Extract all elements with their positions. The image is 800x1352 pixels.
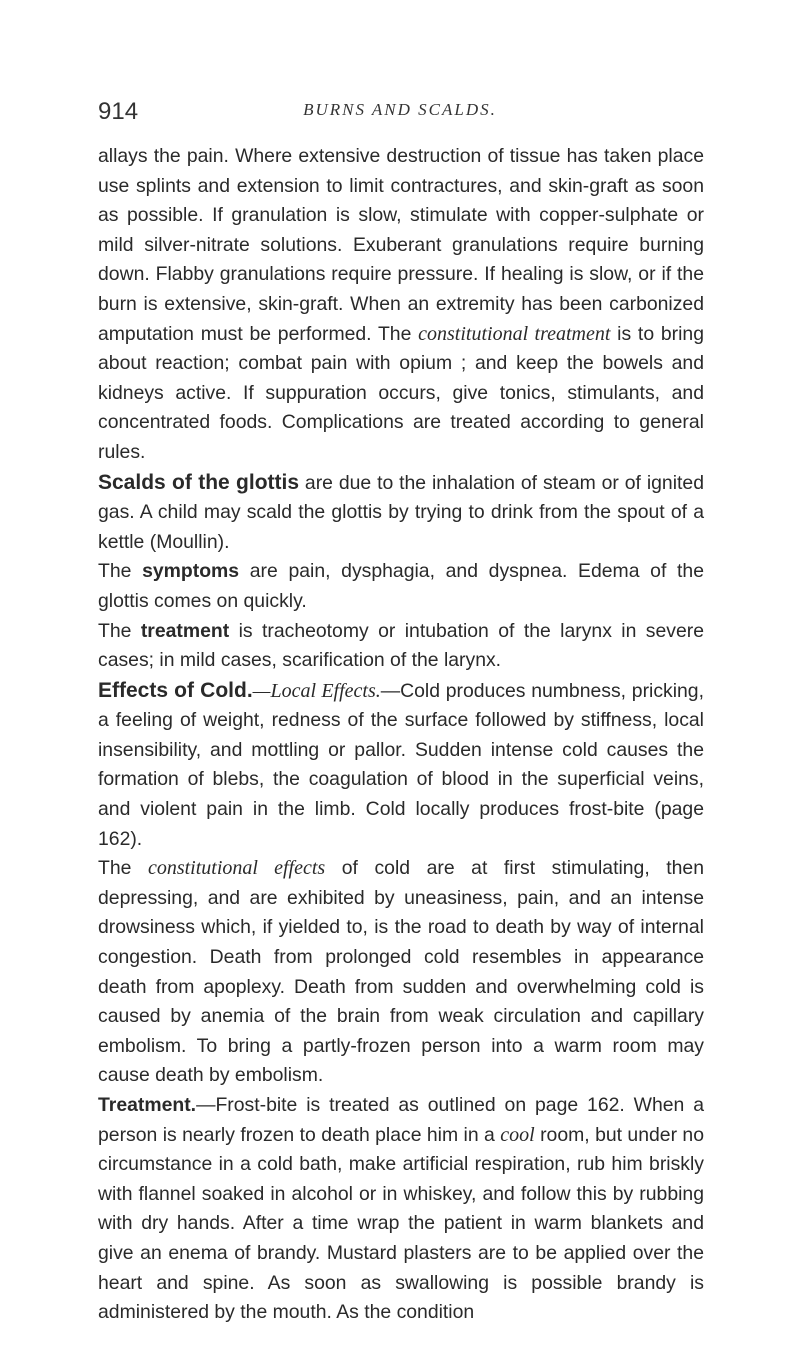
text-run: are pain, dysphagia, and dyspnea. Edema of the glottis comes on quickly. (98, 560, 704, 612)
italic-run: —Local Effects. (252, 679, 381, 702)
section-heading: Scalds of the glottis (98, 470, 300, 494)
paragraph-burn-treatment (98, 142, 704, 468)
bold-run: Treatment. (98, 1094, 197, 1116)
paragraph-symptoms (98, 557, 704, 616)
paragraph-constitutional-effects (98, 854, 704, 1091)
paragraph-effects-of-cold (98, 676, 704, 855)
section-heading: Effects of Cold. (98, 678, 253, 702)
running-head: BURNS AND SCALDS. (303, 100, 497, 119)
page-number: 914 (98, 98, 139, 125)
text-run: is tracheotomy or intubation of the larynx in severe cases; in mild cases, scarification of the larynx. (98, 619, 704, 672)
text-run: The (98, 619, 141, 642)
text-run: —Cold produces numbness, pricking, a feeling of weight, redness of the surface followed by stiffness, local insensibility, and mottling or pallor. Sudden intense cold causes the formation of blebs, the coagulation of blood in the superficial veins, and violent pain in the limb. Cold locally produces frost-bite (page 162). (98, 679, 704, 850)
text-run: room, but under no circumstance in a cold bath, make artificial respiration, rub him briskly with flannel soaked in alcohol or in whiskey, and follow this by rubbing with dry hands. After a time wrap the patient in warm blankets and give an enema of brandy. Mustard plasters are to be applied over the heart and spine. As soon as swallowing is possible brandy is administered by the mouth. As the condition (98, 1123, 705, 1324)
text-run: —Frost-bite is treated as outlined on page 162. When a person is nearly frozen to death place him in a (98, 1094, 704, 1146)
text-run: allays the pain. Where extensive destruction of tissue has taken place use splints and extension to limit contractures, and skin-graft as soon as possible. If granulation is slow, stimulate with copper-sulphate or mild silver-nitrate solutions. Exuberant granulations require burning down. Flabby granulations require pressure. If healing is slow, or if the burn is extensive, skin-graft. When an extremity has been carbonized amputation must be performed. The (98, 145, 704, 345)
text-run: The (98, 560, 143, 583)
text-run: The (98, 857, 148, 880)
paragraph-cold-treatment (98, 1091, 704, 1328)
text-run: of cold are at first stimulating, then depressing, and are exhibited by uneasiness, pain, and an intense drowsiness which, if yielded to, is the road to death by way of internal congestion. Death from prolonged cold resembles in appearance death from apoplexy. Death from sudden and overwhelming cold is caused by anemia of the brain from weak circulation and capillary embolism. To bring a partly-frozen person into a warm room may cause death by embolism. (98, 857, 704, 1087)
text-run: are due to the inhalation of steam or of ignited gas. A child may scald the glottis by trying to drink from the spout of a kettle (Moullin). (98, 471, 704, 553)
italic-run: constitutional treatment (418, 322, 611, 345)
paragraph-glottis-treatment (98, 617, 704, 676)
bold-run: treatment (140, 619, 230, 642)
bold-run: symptoms (142, 560, 240, 583)
page-header (0, 96, 800, 136)
italic-run: constitutional effects (147, 857, 326, 880)
italic-run: cool (500, 1123, 535, 1146)
body-text (98, 142, 704, 1328)
text-run: is to bring about reaction; combat pain with opium ; and keep the bowels and kidneys active. If suppuration occurs, give tonics, stimulants, and concentrated foods. Complications are treated according to general rules. (98, 322, 704, 463)
paragraph-scalds-of-glottis (98, 468, 704, 558)
